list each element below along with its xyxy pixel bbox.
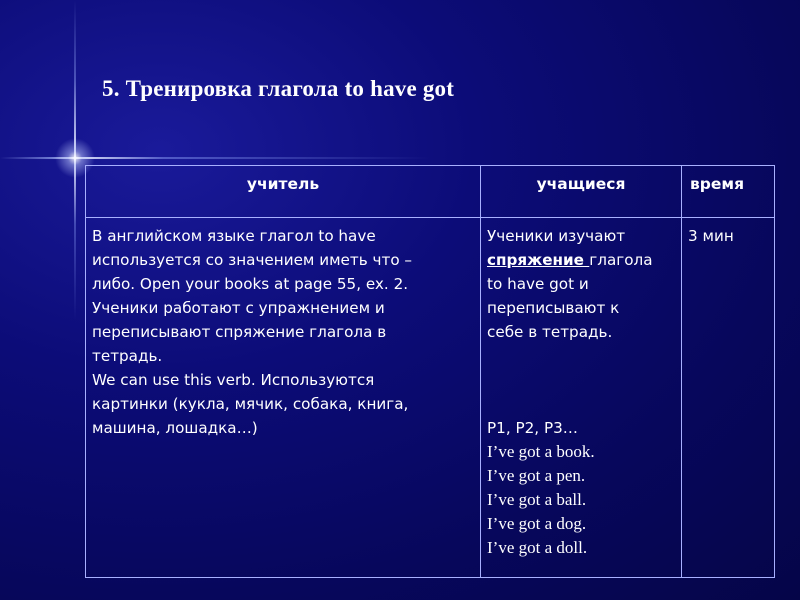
pupils-label: P1, P2, P3… bbox=[487, 419, 578, 437]
example-sentence: I’ve got a dog. bbox=[487, 514, 587, 533]
teacher-line: картинки (кукла, мячик, собака, книга, bbox=[92, 395, 409, 413]
students-line bbox=[487, 248, 675, 272]
teacher-line: либо. Open your books at page 55, ex. 2. bbox=[92, 275, 409, 293]
table-row bbox=[86, 218, 775, 578]
example-sentence: I’ve got a pen. bbox=[487, 466, 586, 485]
students-line: to have got и bbox=[487, 275, 589, 293]
teacher-line: переписывают спряжение глагола в bbox=[92, 323, 387, 341]
teacher-line: тетрадь. bbox=[92, 347, 163, 365]
underlined-word: спряжение bbox=[487, 251, 590, 269]
teacher-line: используется со значением иметь что – bbox=[92, 251, 413, 269]
spacer bbox=[487, 344, 675, 416]
students-cell bbox=[481, 218, 682, 578]
example-sentence: I’ve got a ball. bbox=[487, 490, 587, 509]
time-cell: 3 мин bbox=[682, 218, 775, 578]
students-line: переписывают к bbox=[487, 299, 620, 317]
example-sentence: I’ve got a book. bbox=[487, 442, 595, 461]
header-students: учащиеся bbox=[481, 166, 682, 218]
slide-title: 5. Тренировка глагола to have got bbox=[102, 76, 455, 101]
students-line: Ученики изучают bbox=[487, 227, 626, 245]
students-line-rest: глагола bbox=[589, 251, 653, 269]
teacher-line: We can use this verb. Используются bbox=[92, 371, 375, 389]
teacher-line: В английском языке глагол to have bbox=[92, 227, 376, 245]
lesson-plan-table bbox=[85, 165, 775, 578]
example-sentence: I’ve got a doll. bbox=[487, 538, 588, 557]
teacher-line: Ученики работают с упражнением и bbox=[92, 299, 385, 317]
header-time: время bbox=[682, 166, 775, 218]
teacher-line: машина, лошадка…) bbox=[92, 419, 258, 437]
header-teacher: учитель bbox=[86, 166, 481, 218]
table-header-row bbox=[86, 166, 775, 218]
teacher-cell bbox=[86, 218, 481, 578]
students-line: себе в тетрадь. bbox=[487, 323, 613, 341]
